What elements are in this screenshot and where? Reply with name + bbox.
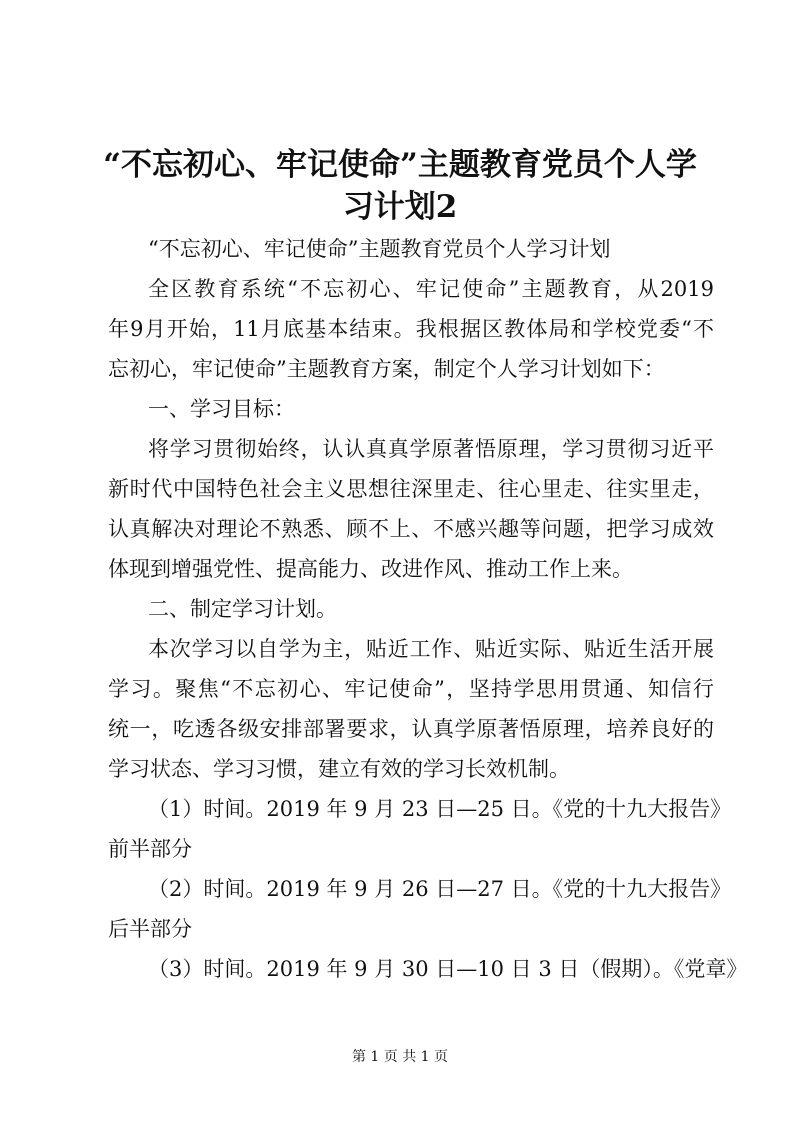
paragraph-line: 本次学习以自学为主，贴近工作、贴近实际、贴近生活开展 <box>148 637 714 661</box>
paragraph-line: 将学习贯彻始终，认认真真学原著悟原理，学习贯彻习近平 <box>148 437 714 461</box>
schedule-item-line: 后半部分 <box>108 917 192 941</box>
section-heading: 一、学习目标： <box>148 397 295 421</box>
document-title-line-1: “不忘初心、牢记使命”主题教育党员个人学 <box>103 147 697 183</box>
paragraph-line: 统一，吃透各级安排部署要求，认真学原著悟原理，培养良好的 <box>108 717 714 741</box>
paragraph-line: 学习状态、学习习惯，建立有效的学习长效机制。 <box>108 757 570 781</box>
page-footer: 第 1 页 共 1 页 <box>351 1049 449 1065</box>
schedule-item-line: （1）时间。2019 年 9 月 23 日—25 日。《党的十九大报告》 <box>148 797 732 821</box>
schedule-item-line: （2）时间。2019 年 9 月 26 日—27 日。《党的十九大报告》 <box>148 877 732 901</box>
paragraph-line: 体现到增强党性、提高能力、改进作风、推动工作上来。 <box>108 557 633 581</box>
document-title-line-2: 习计划2 <box>342 189 458 225</box>
paragraph-line: 全区教育系统“不忘初心、牢记使命”主题教育，从2019 <box>148 277 714 301</box>
schedule-item-line: （3）时间。2019 年 9 月 30 日—10 日 3 日（假期）。《党章》 <box>148 957 748 981</box>
paragraph-line: 认真解决对理论不熟悉、顾不上、不感兴趣等问题，把学习成效 <box>108 517 714 541</box>
paragraph-line: 年9月开始，11月底基本结束。我根据区教体局和学校党委“不 <box>108 317 714 341</box>
schedule-item-line: 前半部分 <box>108 837 192 861</box>
section-heading: 二、制定学习计划。 <box>148 597 337 621</box>
paragraph-line: 新时代中国特色社会主义思想往深里走、往心里走、往实里走， <box>108 477 714 501</box>
paragraph-line: 忘初心，牢记使命”主题教育方案，制定个人学习计划如下： <box>108 357 665 381</box>
paragraph-line: 学习。聚焦“不忘初心、牢记使命”，坚持学思用贯通、知信行 <box>108 677 714 701</box>
subtitle-paragraph: “不忘初心、牢记使命”主题教育党员个人学习计划 <box>148 237 611 261</box>
